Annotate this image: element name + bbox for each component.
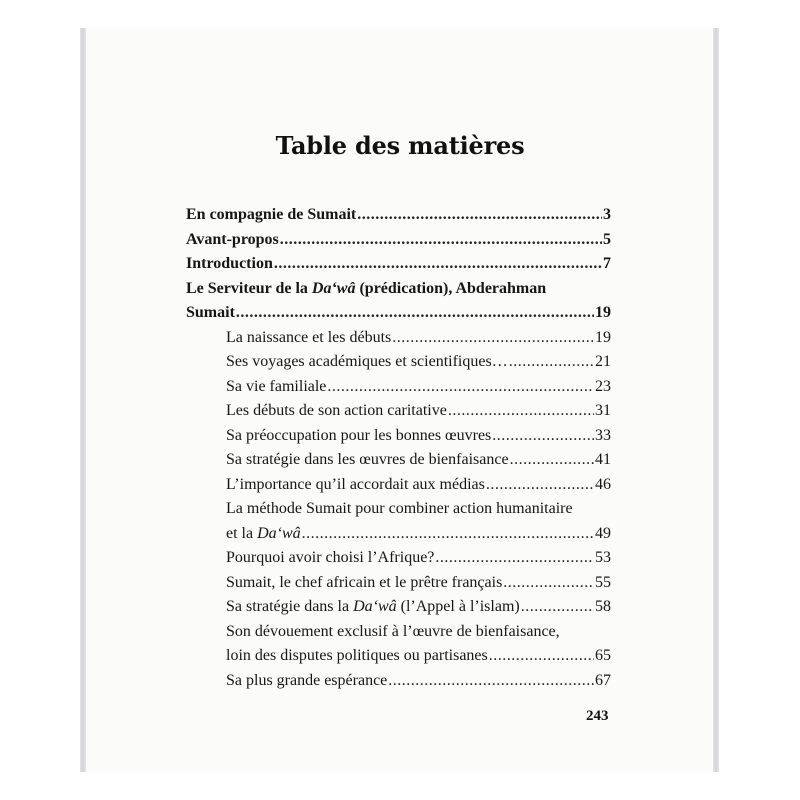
- toc-leader-dots: [388, 669, 594, 694]
- page-title: Table des matières: [275, 131, 525, 160]
- page-number-folio: 243: [586, 708, 609, 724]
- toc-subentry-methode-line2: [226, 522, 611, 547]
- toc-page-number: 3: [603, 206, 611, 223]
- toc-label: [226, 595, 520, 620]
- toc-subentry: [226, 546, 611, 571]
- toc-label: L’importance qu’il accordait aux médias: [226, 475, 485, 493]
- toc-leader-dots: [492, 424, 594, 449]
- toc-label: Sa stratégie dans les œuvres de bienfaisance: [226, 451, 509, 468]
- toc-label: En compagnie de Sumait: [186, 206, 357, 223]
- toc-leader-dots: [327, 375, 594, 400]
- toc-entry-introduction: [186, 252, 611, 277]
- toc-page-number: 67: [595, 671, 611, 689]
- toc-page-number: 53: [595, 549, 611, 566]
- toc-label: loin des disputes politiques ou partisanes: [226, 647, 488, 664]
- toc-leader-dots: [521, 595, 594, 620]
- toc-page-number: 58: [595, 598, 611, 615]
- toc-page-number: 33: [595, 426, 611, 444]
- toc-label: Sa plus grande espérance: [226, 671, 388, 689]
- toc-page-number: 19: [595, 328, 611, 346]
- toc-leader-dots: [357, 203, 602, 228]
- toc-page-number: 31: [595, 402, 611, 419]
- toc-leader-dots: [392, 326, 594, 351]
- toc-label: Sumait, le chef africain et le prêtre français: [226, 573, 503, 591]
- methode-text-pre: et la: [226, 524, 258, 542]
- toc-subentry: [226, 571, 611, 596]
- toc-page-number: 21: [595, 353, 611, 370]
- toc-subentry-strategie-dawa: [226, 595, 611, 620]
- chapter-text-italic: Da‘wâ: [311, 279, 356, 297]
- toc-subentry: [226, 375, 611, 400]
- toc-label: Les débuts de son action caritative: [226, 402, 447, 419]
- toc-page-number: 5: [603, 230, 611, 248]
- toc-leader-dots: [503, 571, 594, 596]
- toc-page-number: 55: [595, 573, 611, 591]
- toc-label: Ses voyages académiques et scientifiques…: [226, 353, 508, 370]
- toc-leader-dots: [486, 473, 594, 498]
- toc-leader-dots: [274, 252, 602, 277]
- toc-page-number: 65: [595, 647, 611, 664]
- methode-text-italic: Da‘wâ: [257, 524, 301, 542]
- toc-page-number: 46: [595, 475, 611, 493]
- table-of-contents: [186, 203, 611, 693]
- toc-subentry: [226, 473, 611, 498]
- toc-page-number: 7: [603, 255, 611, 272]
- toc-subentry: [226, 448, 611, 473]
- toc-leader-dots: [510, 448, 594, 473]
- toc-leader-dots: [448, 399, 594, 424]
- toc-label: [226, 522, 301, 547]
- toc-entry-en-compagnie: [186, 203, 611, 228]
- toc-page-number: 23: [595, 377, 611, 395]
- toc-leader-dots: [236, 301, 594, 326]
- toc-subentry: [226, 669, 611, 694]
- toc-label: Pourquoi avoir choisi l’Afrique?: [226, 549, 435, 566]
- toc-page-number: 19: [595, 304, 611, 321]
- toc-leader-dots: [302, 522, 594, 547]
- toc-label: La naissance et les débuts: [226, 328, 392, 346]
- toc-subentry: [226, 350, 611, 375]
- toc-label: Sumait: [186, 304, 235, 321]
- toc-label: Sa préoccupation pour les bonnes œuvres: [226, 426, 492, 444]
- toc-subentry-devouement-line1: Son dévouement exclusif à l’œuvre de bienfaisance,: [226, 622, 560, 640]
- toc-chapter-heading-line1: [186, 277, 611, 302]
- toc-page-number: 41: [595, 451, 611, 468]
- toc-entry-avant-propos: [186, 228, 611, 253]
- toc-subentry-devouement-line2: [226, 644, 611, 669]
- strategie-text-post: (l’Appel à l’islam): [396, 598, 520, 615]
- toc-label: Sa vie familiale: [226, 377, 327, 395]
- toc-label: Introduction: [186, 255, 273, 272]
- strategie-text-italic: Da‘wâ: [353, 598, 397, 615]
- toc-subentry: [226, 424, 611, 449]
- toc-leader-dots: [435, 546, 594, 571]
- toc-chapter-heading-line2: [186, 301, 611, 326]
- toc-leader-dots: [509, 350, 594, 375]
- toc-label: Avant-propos: [186, 230, 279, 248]
- toc-page-number: 49: [595, 524, 611, 542]
- toc-subentry: [226, 399, 611, 424]
- toc-subentry-methode-line1: La méthode Sumait pour combiner action humanitaire: [226, 500, 573, 517]
- strategie-text-pre: Sa stratégie dans la: [226, 598, 354, 615]
- toc-leader-dots: [280, 228, 602, 253]
- chapter-text-post: (prédication), Abderahman: [355, 279, 547, 297]
- toc-subentry: [226, 326, 611, 351]
- toc-leader-dots: [489, 644, 594, 669]
- chapter-text-pre: Le Serviteur de la: [186, 279, 312, 297]
